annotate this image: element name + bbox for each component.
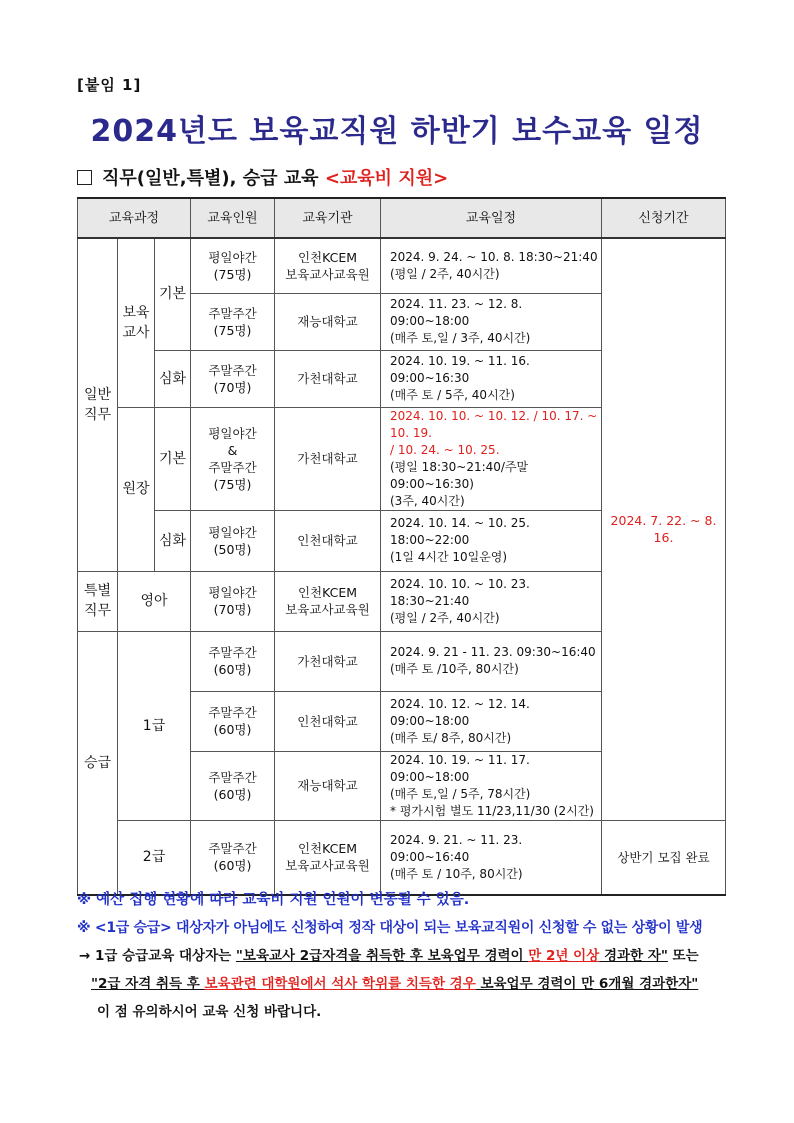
group-grade1: 1급: [118, 631, 191, 820]
people-cell: 주말주간 (60명): [191, 751, 275, 820]
schedule-cell: [381, 407, 602, 510]
schedule-cell: 2024. 11. 23. ~ 12. 8. 09:00~18:00 (매주 토,일 / 3주, 40시간): [381, 293, 602, 350]
level-basic: 기본: [155, 407, 191, 510]
group-infant: 영아: [118, 571, 191, 631]
header-org: 교육기관: [275, 198, 381, 238]
schedule-cell: 2024. 10. 14. ~ 10. 25. 18:00~22:00 (1일 4시간 10일운영): [381, 510, 602, 571]
checkbox-square-icon: [77, 170, 92, 185]
schedule-detail: (평일 18:30~21:40/주말 09:00~16:30) (3주, 40시간): [390, 459, 529, 508]
application-period: 2024. 7. 22. ~ 8. 16.: [602, 238, 726, 820]
org-cell: 인천KCEM 보육교사교육원: [275, 238, 381, 293]
schedule-cell: 2024. 9. 21. ~ 11. 23. 09:00~16:40 (매주 토 / 10주, 80시간): [381, 820, 602, 895]
line1-quote-end: 경과한 자": [599, 948, 668, 964]
header-people: 교육인원: [191, 198, 275, 238]
schedule-dates-red: 2024. 10. 10. ~ 10. 12. / 10. 17. ~ 10. 19. / 10. 24. ~ 10. 25.: [390, 408, 598, 457]
section-highlight: <교육비 지원>: [324, 168, 449, 189]
line2-quote-start: "2급 자격 취득 후: [91, 976, 205, 992]
org-cell: 인천KCEM 보육교사교육원: [275, 571, 381, 631]
schedule-cell: 2024. 10. 19. ~ 11. 17. 09:00~18:00 (매주 토,일 / 5주, 78시간) * 평가시험 별도 11/23,11/30 (2시간): [381, 751, 602, 820]
line2-quote-end: 보육업무 경력이 만 6개월 경과한자": [475, 976, 699, 992]
section-heading: [77, 164, 448, 190]
org-cell: 재능대학교: [275, 751, 381, 820]
line1-highlight: 만 2년 이상: [528, 948, 600, 964]
group-general: 일반 직무: [78, 238, 118, 571]
schedule-cell: 2024. 9. 24. ~ 10. 8. 18:30~21:40 (평일 / 2주, 40시간): [381, 238, 602, 293]
people-cell: 평일야간 (50명): [191, 510, 275, 571]
note-budget: ※ 예산 집행 현황에 따라 교육비 지원 인원이 변동될 수 있음.: [77, 892, 470, 908]
notes-section: [77, 890, 777, 1030]
group-promotion: 승급: [78, 631, 118, 895]
schedule-cell: 2024. 10. 12. ~ 12. 14. 09:00~18:00 (매주 토/ 8주, 80시간): [381, 691, 602, 751]
header-period: 신청기간: [602, 198, 726, 238]
people-cell: 주말주간 (70명): [191, 350, 275, 407]
level-advanced: 심화: [155, 350, 191, 407]
org-cell: 가천대학교: [275, 631, 381, 691]
header-course: 교육과정: [78, 198, 191, 238]
org-cell: 가천대학교: [275, 350, 381, 407]
group-grade2: 2급: [118, 820, 191, 895]
group-teacher: 보육 교사: [118, 238, 155, 407]
people-cell: 주말주간 (75명): [191, 293, 275, 350]
org-cell: 인천대학교: [275, 691, 381, 751]
note-closing: 이 점 유의하시어 교육 신청 바랍니다.: [97, 1004, 322, 1020]
schedule-table: [77, 197, 726, 896]
people-cell: 평일야간 (75명): [191, 238, 275, 293]
table-header-row: [78, 198, 726, 238]
group-director: 원장: [118, 407, 155, 571]
people-cell: 평일야간 & 주말주간 (75명): [191, 407, 275, 510]
header-schedule: 교육일정: [381, 198, 602, 238]
table-row: [78, 820, 726, 895]
people-cell: 주말주간 (60명): [191, 691, 275, 751]
group-special: 특별 직무: [78, 571, 118, 631]
attachment-label: [붙임 1]: [77, 76, 142, 94]
org-cell: 인천대학교: [275, 510, 381, 571]
schedule-cell: 2024. 9. 21 - 11. 23. 09:30~16:40 (매주 토 /10주, 80시간): [381, 631, 602, 691]
page-title: 2024년도 보육교직원 하반기 보수교육 일정: [90, 114, 704, 149]
people-cell: 주말주간 (60명): [191, 631, 275, 691]
application-period-grade2: 상반기 모집 완료: [602, 820, 726, 895]
note-grade1-warning: ※ <1급 승급> 대상자가 아님에도 신청하여 정작 대상이 되는 보육교직원이 신청할 수 없는 상황이 발생: [77, 920, 703, 936]
people-cell: 평일야간 (70명): [191, 571, 275, 631]
org-cell: 인천KCEM 보육교사교육원: [275, 820, 381, 895]
section-text: 직무(일반,특별), 승급 교육: [102, 168, 319, 189]
org-cell: 재능대학교: [275, 293, 381, 350]
schedule-cell: 2024. 10. 19. ~ 11. 16. 09:00~16:30 (매주 토 / 5주, 40시간): [381, 350, 602, 407]
schedule-cell: 2024. 10. 10. ~ 10. 23. 18:30~21:40 (평일 / 2주, 40시간): [381, 571, 602, 631]
line1-prefix: → 1급 승급교육 대상자는: [79, 948, 236, 964]
note-eligibility-line1: [77, 946, 777, 966]
level-basic: 기본: [155, 238, 191, 350]
table-row: [78, 238, 726, 293]
note-eligibility-line2: [77, 974, 777, 994]
line1-or: 또는: [667, 948, 699, 964]
line1-quote-start: "보육교사 2급자격을 취득한 후 보육업무 경력이: [235, 948, 529, 964]
org-cell: 가천대학교: [275, 407, 381, 510]
line2-highlight: 보육관련 대학원에서 석사 학위를 치득한 경우: [204, 976, 476, 992]
level-advanced: 심화: [155, 510, 191, 571]
people-cell: 주말주간 (60명): [191, 820, 275, 895]
